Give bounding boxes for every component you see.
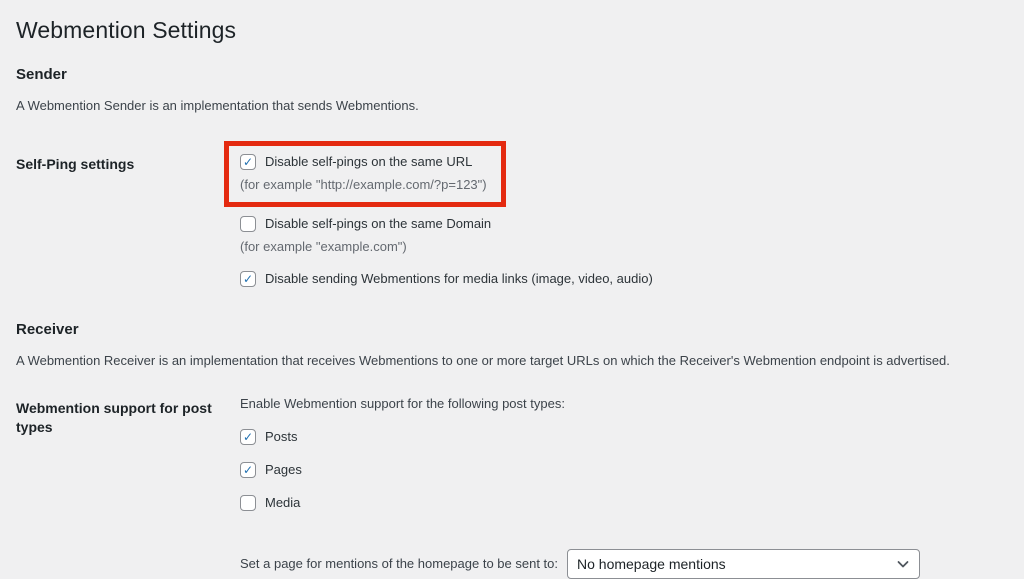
post-types-intro: Enable Webmention support for the following post types: [240,396,565,411]
sender-description: A Webmention Sender is an implementation that sends Webmentions. [16,98,419,113]
disable-selfping-domain-checkbox[interactable] [240,216,256,232]
post-types-label: Webmention support for post types [16,400,212,435]
pages-label[interactable]: Pages [265,462,302,477]
disable-selfping-url-description: (for example "http://example.com/?p=123") [240,177,487,192]
self-ping-settings-options [240,141,653,287]
posts-label[interactable]: Posts [265,429,298,444]
disable-selfping-domain-label[interactable]: Disable self-pings on the same Domain [265,216,492,231]
receiver-heading: Receiver [16,321,79,338]
post-types-options [240,396,565,511]
media-label[interactable]: Media [265,495,301,510]
disable-media-webmentions-label[interactable]: Disable sending Webmentions for media links (image, video, audio) [265,271,653,286]
self-ping-settings-row [16,141,1004,287]
media-checkbox[interactable] [240,495,256,511]
posts-option-row [240,429,565,445]
pages-option-row [240,462,565,478]
homepage-mentions-select[interactable] [567,549,920,579]
sender-section [16,65,1004,287]
receiver-section [16,320,1004,579]
homepage-mentions-row [240,549,1004,579]
disable-selfping-domain-row [240,216,653,232]
post-types-row [16,396,1004,511]
disable-selfping-domain-option [240,216,653,255]
disable-selfping-url-checkbox[interactable]: ✓ [240,154,256,170]
homepage-mentions-select-wrap [567,549,920,579]
sender-heading: Sender [16,66,67,83]
media-option-row [240,495,565,511]
disable-selfping-url-label[interactable]: Disable self-pings on the same URL [265,154,473,169]
posts-checkbox[interactable]: ✓ [240,429,256,445]
receiver-description: A Webmention Receiver is an implementation that receives Webmentions to one or more target URLs on which the Receiver's Webmention endpoint is advertised. [16,353,950,368]
pages-checkbox[interactable]: ✓ [240,462,256,478]
homepage-mentions-label: Set a page for mentions of the homepage to be sent to: [240,556,558,571]
disable-media-webmentions-checkbox[interactable]: ✓ [240,271,256,287]
disable-media-webmentions-row [240,271,653,287]
page-title: Webmention Settings [16,17,237,43]
disable-media-webmentions-option [240,271,653,287]
highlight-box [224,141,506,207]
disable-selfping-domain-description: (for example "example.com") [240,239,407,254]
disable-selfping-url-row [240,154,491,170]
self-ping-settings-label: Self-Ping settings [16,156,135,172]
